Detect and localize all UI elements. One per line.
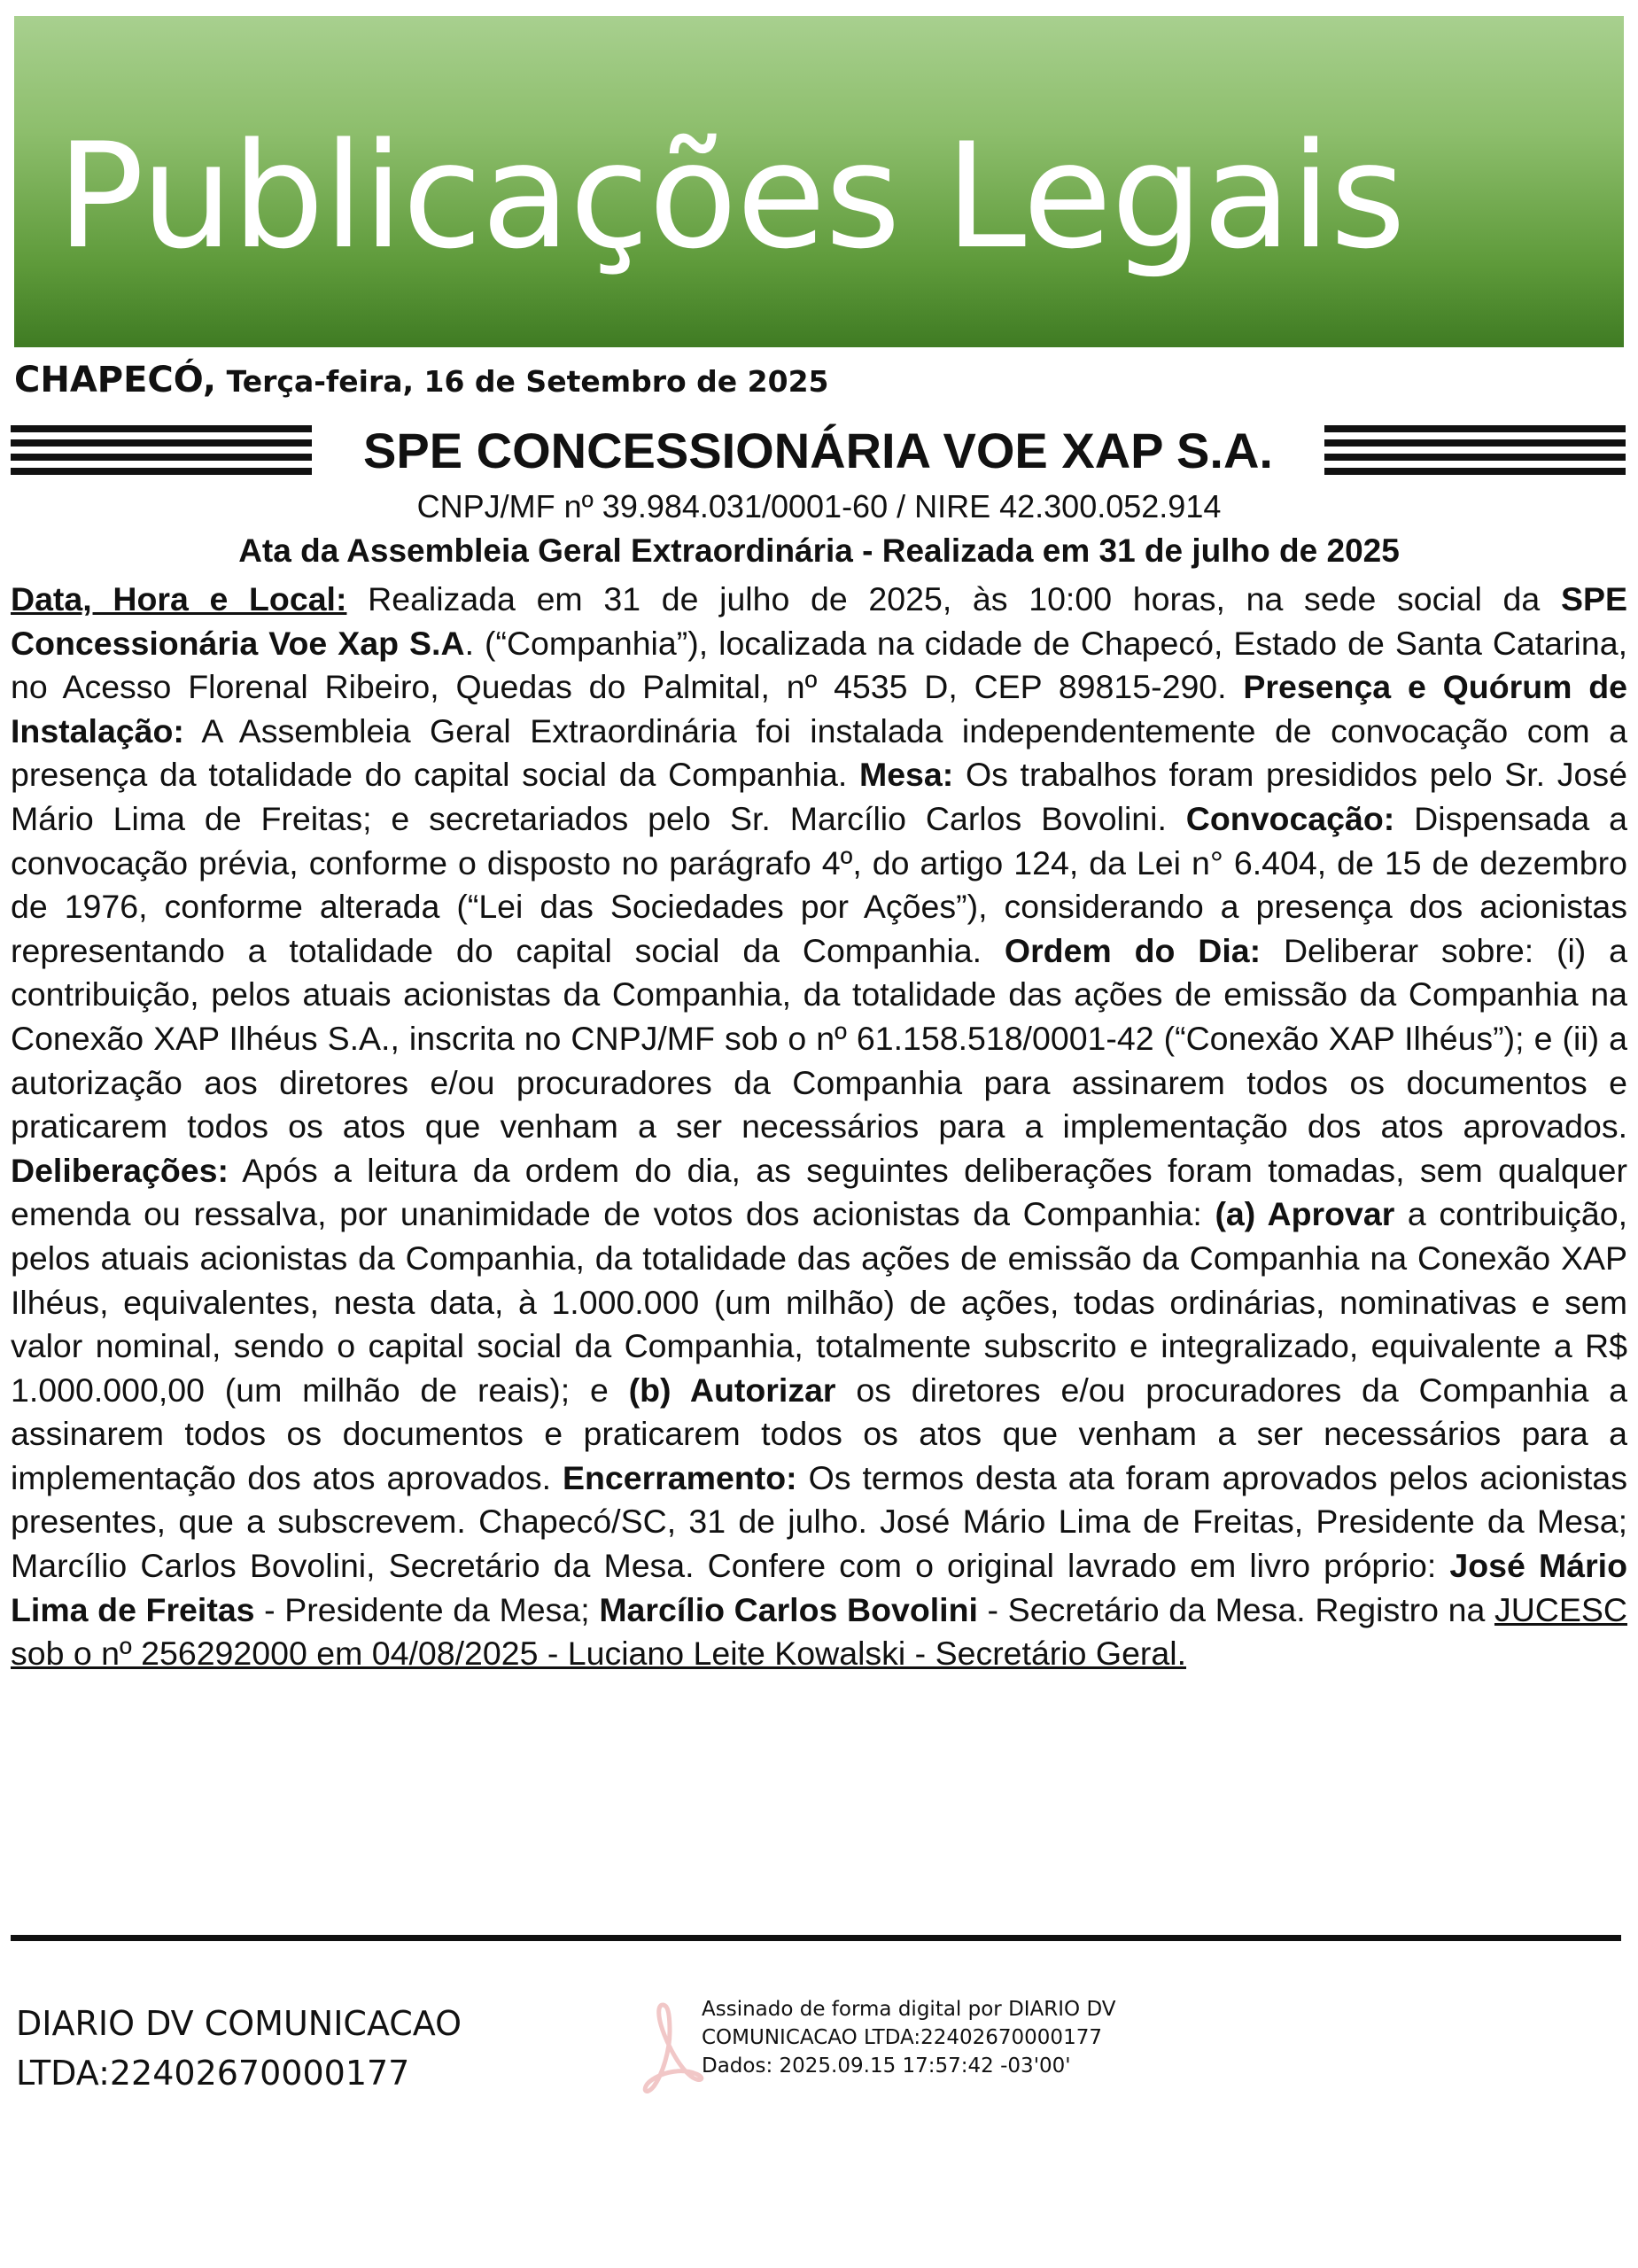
digital-signature-line-3: Dados: 2025.09.15 17:57:42 -03'00' xyxy=(702,2054,1071,2078)
minutes-body xyxy=(11,578,1627,1676)
section-label: Mesa: xyxy=(858,756,954,794)
digital-signature-line-1: Assinado de forma digital por DIARIO DV xyxy=(702,1998,1116,2021)
section-label: Deliberações: xyxy=(11,1151,229,1189)
adobe-acrobat-signature-icon xyxy=(638,1998,709,2104)
body-segment: Dispensada a convocação prévia, conforme o disposto no parágrafo 4º, do artigo 124, da Lei n° 6.404, de 15 de dezembro de 1976, conforme alterada (“Lei das Sociedades por Ações”), considerando a presença dos acionistas representando a totalidade do capital social da Companhia. xyxy=(11,799,1627,969)
digital-signature-line-2: COMUNICACAO LTDA:22402670000177 xyxy=(702,2026,1102,2049)
dateline-city: CHAPECÓ, xyxy=(14,360,217,400)
signer-name xyxy=(16,1999,462,2098)
section-label: Presença e Quórum de Instalação: xyxy=(11,668,1627,750)
body-segment: Realizada em 31 de julho de 2025, às 10:00 horas, na sede social da xyxy=(346,580,1561,617)
company-title-row xyxy=(11,422,1626,480)
decorative-stripes-right xyxy=(1324,425,1626,478)
signer-name-line-2: LTDA:22402670000177 xyxy=(16,2054,410,2093)
bottom-rule xyxy=(11,1935,1621,1941)
header-banner xyxy=(14,16,1624,347)
section-label: Encerramento: xyxy=(562,1458,797,1496)
body-segment: - Secretário da Mesa. Registro na xyxy=(977,1590,1494,1628)
body-segment: a contribuição, pelos atuais acionistas da Companhia, da totalidade das ações de emissão da Companhia na Conexão XAP Ilhéus, equivalentes, nesta data, à 1.000.000 (um milhão) de ações, todas ordinárias, nominativas e sem valor nominal, sendo o capital social da Companhia, totalmente subscrito e integralizado, equivalente a R$ 1.000.000,00 (um milhão de reais); e xyxy=(11,1195,1627,1409)
section-label: Convocação: xyxy=(1185,799,1395,837)
minutes-title: Ata da Assembleia Geral Extraordinária - Realizada em 31 de julho de 2025 xyxy=(238,532,1400,569)
body-segment: A Assembleia Geral Extraordinária foi instalada independentemente de convocação com a presença da totalidade do capital social da Companhia. xyxy=(11,711,1627,794)
section-label: Data, Hora e Local: xyxy=(11,580,347,617)
dateline-date: Terça-feira, 16 de Setembro de 2025 xyxy=(216,364,829,399)
company-registration: CNPJ/MF nº 39.984.031/0001-60 / NIRE 42.300.052.914 xyxy=(416,488,1222,524)
body-segment: os diretores e/ou procuradores da Companhia a assinarem todos os documentos e praticarem todos os atos que venham a ser necessários para a implementação dos atos aprovados. xyxy=(11,1371,1627,1496)
body-segment: . (“Companhia”), localizada na cidade de Chapecó, Estado de Santa Catarina, no Acesso Florenal Ribeiro, Quedas do Palmital, nº 4535 D, CEP 89815-290. xyxy=(11,624,1627,706)
section-label: SPE Concessionária Voe Xap S.A xyxy=(11,580,1627,662)
section-label: Marcílio Carlos Bovolini xyxy=(599,1590,978,1628)
section-label: (a) Aprovar xyxy=(1215,1195,1395,1233)
acrobat-swoosh xyxy=(645,2005,702,2092)
section-label: Ordem do Dia: xyxy=(1004,931,1261,969)
company-name: SPE CONCESSIONÁRIA VOE XAP S.A. xyxy=(363,423,1273,478)
signer-name-line-1: DIARIO DV COMUNICACAO xyxy=(16,2004,462,2043)
body-segment: Os trabalhos foram presididos pelo Sr. José Mário Lima de Freitas; e secretariados pelo Sr. Marcílio Carlos Bovolini. xyxy=(11,756,1627,837)
banner-title: Publicações Legais xyxy=(57,112,1405,281)
body-segment: - Presidente da Mesa; xyxy=(254,1590,600,1628)
section-label: José Mário Lima de Freitas xyxy=(11,1547,1628,1628)
digital-signature-block xyxy=(702,1995,1116,2080)
decorative-stripes-left xyxy=(11,425,312,478)
body-segment: JUCESC sob o nº 256292000 em 04/08/2025 - Luciano Leite Kowalski - Secretário Geral. xyxy=(11,1590,1627,1673)
body-segment: Os termos desta ata foram aprovados pelos acionistas presentes, que a subscrevem. Chapecó/SC, 31 de julho. José Mário Lima de Freitas, Presidente da Mesa; Marcílio Carlos Bovolini, Secretário da Mesa. Confere com o original lavrado em livro próprio: xyxy=(11,1458,1627,1585)
section-label: (b) Autorizar xyxy=(628,1371,836,1409)
body-segment: Após a leitura da ordem do dia, as seguintes deliberações foram tomadas, sem qualquer emenda ou ressalva, por unanimidade de votos dos acionistas da Companhia: xyxy=(11,1151,1627,1233)
dateline xyxy=(14,360,829,400)
body-segment: Deliberar sobre: (i) a contribuição, pelos atuais acionistas da Companhia, da totalidade das ações de emissão da Companhia na Conexão XAP Ilhéus S.A., inscrita no CNPJ/MF sob o nº 61.158.518/0001-42 (“Conexão XAP Ilhéus”); e (ii) a autorização aos diretores e/ou procuradores da Companhia para assinarem todos os documentos e praticarem todos os atos que venham a ser necessários para a implementação dos atos aprovados. xyxy=(11,931,1627,1146)
